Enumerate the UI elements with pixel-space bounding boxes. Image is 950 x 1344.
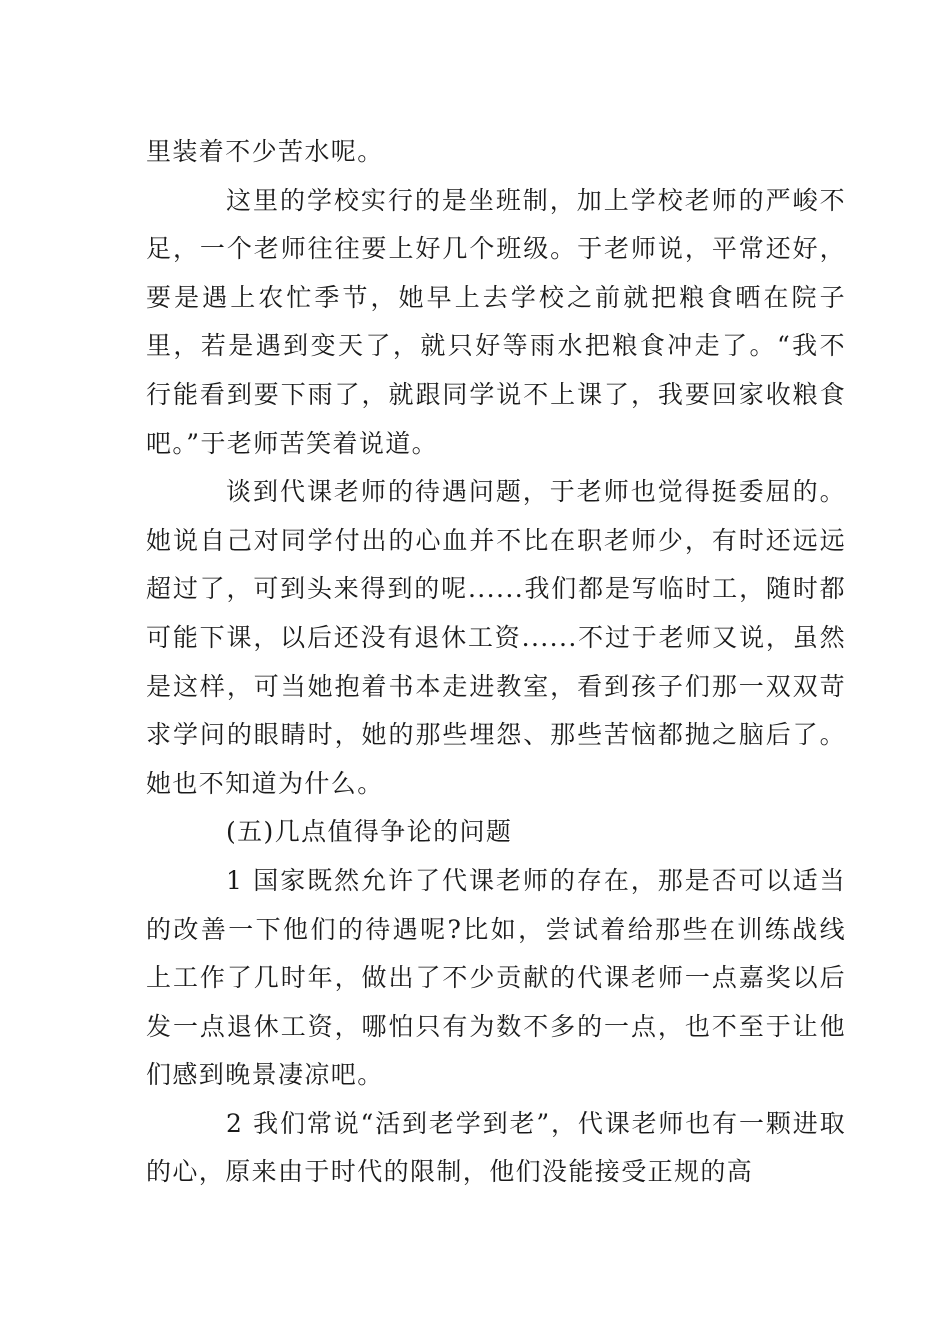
paragraph-point-2: 2 我们常说“活到老学到老”，代课老师也有一颗进取的心，原来由于时代的限制，他们没能接受正规的高 bbox=[146, 1108, 846, 1187]
paragraph-treatment: 谈到代课老师的待遇问题，于老师也觉得挺委屈的。她说自己对同学付出的心血并不比在职老师少，有时还远远超过了，可到头来得到的呢......我们都是写临时工，随时都可能下课，以后还没有退休工资......不过于老师又说，虽然是这样，可当她抱着书本走进教室，看到孩子们那一双双苛求学问的眼睛时，她的那些埋怨、那些苦恼都抛之脑后了。她也不知道为什么。 bbox=[146, 477, 846, 798]
paragraph-point-1: 1 国家既然允许了代课老师的存在，那是否可以适当的改善一下他们的待遇呢?比如，尝试着给那些在训练战线上工作了几时年，做出了不少贡献的代课老师一点嘉奖以后发一点退休工资，哪怕只有为数不多的一点，也不至于让他们感到晚景凄凉吧。 bbox=[146, 865, 846, 1090]
paragraph-continuation: 里装着不少苦水呢。 bbox=[146, 137, 384, 166]
section-heading-five: (五)几点值得争论的问题 bbox=[226, 817, 513, 847]
body-text bbox=[146, 128, 846, 1197]
paragraph-school-system: 这里的学校实行的是坐班制，加上学校老师的严峻不足，一个老师往往要上好几个班级。于老师说，平常还好，要是遇上农忙季节，她早上去学校之前就把粮食晒在院子里，若是遇到变天了，就只好等雨水把粮食冲走了。“我不行能看到要下雨了，就跟同学说不上课了，我要回家收粮食吧。”于老师苦笑着说道。 bbox=[146, 185, 846, 458]
